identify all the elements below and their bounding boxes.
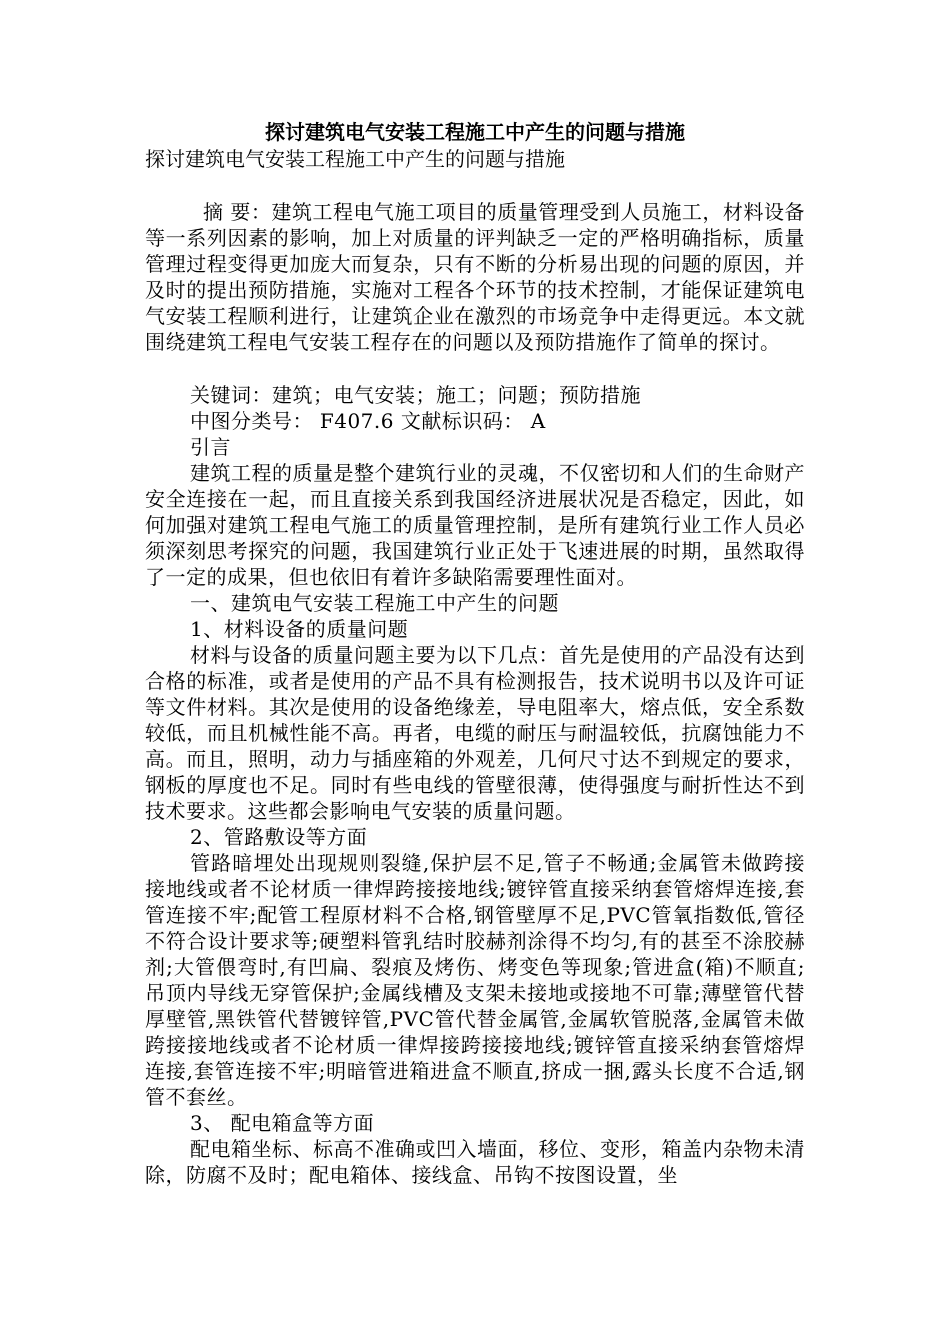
subsection-heading-1: 1、材料设备的质量问题: [190, 617, 409, 641]
classification-line: 中图分类号： F407.6 文献标识码： A: [190, 409, 546, 433]
section-heading-1: 一、建筑电气安装工程施工中产生的问题: [190, 591, 559, 615]
document-subtitle: 探讨建筑电气安装工程施工中产生的问题与措施: [145, 147, 565, 171]
subsection-heading-2: 2、管路敷设等方面: [190, 825, 368, 849]
subsection-paragraph-2: 管路暗埋处出现规则裂缝,保护层不足,管子不畅通;金属管未做跨接接地线或者不论材质一律焊跨接接地线;镀锌管直接采纳套管熔焊连接,套管连接不牢;配管工程原材料不合格,钢管壁厚不足,PVC管氧指数低,管径不符合设计要求等;硬塑料管乳结时胶赫剂涂得不均匀,有的甚至不涂胶赫剂;大管偎弯时,有凹扁、裂痕及烤伤、烤变色等现象;管进盒(箱)不顺直;吊顶内导线无穿管保护;金属线槽及支架未接地或接地不可靠;薄壁管代替厚壁管,黑铁管代替镀锌管,PVC管代替金属管,金属软管脱落,金属管未做跨接接地线或者不论材质一律焊接跨接接地线;镀锌管直接采纳套管熔焊连接,套管连接不牢;明暗管进箱进盒不顺直,挤成一捆,露头长度不合适,钢管不套丝。: [145, 851, 805, 1109]
document-title: 探讨建筑电气安装工程施工中产生的问题与措施: [265, 120, 685, 144]
intro-paragraph: 建筑工程的质量是整个建筑行业的灵魂，不仅密切和人们的生命财产安全连接在一起，而且直接关系到我国经济进展状况是否稳定，因此，如何加强对建筑工程电气施工的质量管理控制，是所有建筑行业工作人员必须深刻思考探究的问题，我国建筑行业正处于飞速进展的时期，虽然取得了一定的成果，但也依旧有着许多缺陷需要理性面对。: [145, 461, 805, 589]
subsection-paragraph-1: 材料与设备的质量问题主要为以下几点：首先是使用的产品没有达到合格的标准，或者是使用的产品不具有检测报告，技术说明书以及许可证等文件材料。其次是使用的设备绝缘差，导电阻率大，熔点低，安全系数较低，而且机械性能不高。再者，电缆的耐压与耐温较低，抗腐蚀能力不高。而且，照明，动力与插座箱的外观差，几何尺寸达不到规定的要求，钢板的厚度也不足。同时有些电线的管壁很薄，使得强度与耐折性达不到技术要求。这些都会影响电气安装的质量问题。: [145, 643, 805, 823]
abstract-paragraph: 摘 要：建筑工程电气施工项目的质量管理受到人员施工，材料设备等一系列因素的影响，加上对质量的评判缺乏一定的严格明确指标，质量管理过程变得更加庞大而复杂，只有不断的分析易出现的问题的原因，并及时的提出预防措施，实施对工程各个环节的技术控制，才能保证建筑电气安装工程顺利进行，让建筑企业在激烈的市场竞争中走得更远。本文就围绕建筑工程电气安装工程存在的问题以及预防措施作了简单的探讨。: [145, 200, 805, 354]
document-page: [145, 118, 805, 1188]
subsection-paragraph-3: 配电箱坐标、标高不准确或凹入墙面，移位、变形，箱盖内杂物未清除，防腐不及时；配电箱体、接线盒、吊钩不按图设置，坐: [145, 1137, 805, 1187]
subsection-heading-3: 3、 配电箱盒等方面: [190, 1111, 375, 1135]
intro-heading: 引言: [190, 435, 231, 459]
keywords-line: 关键词：建筑；电气安装；施工；问题；预防措施: [190, 383, 641, 407]
